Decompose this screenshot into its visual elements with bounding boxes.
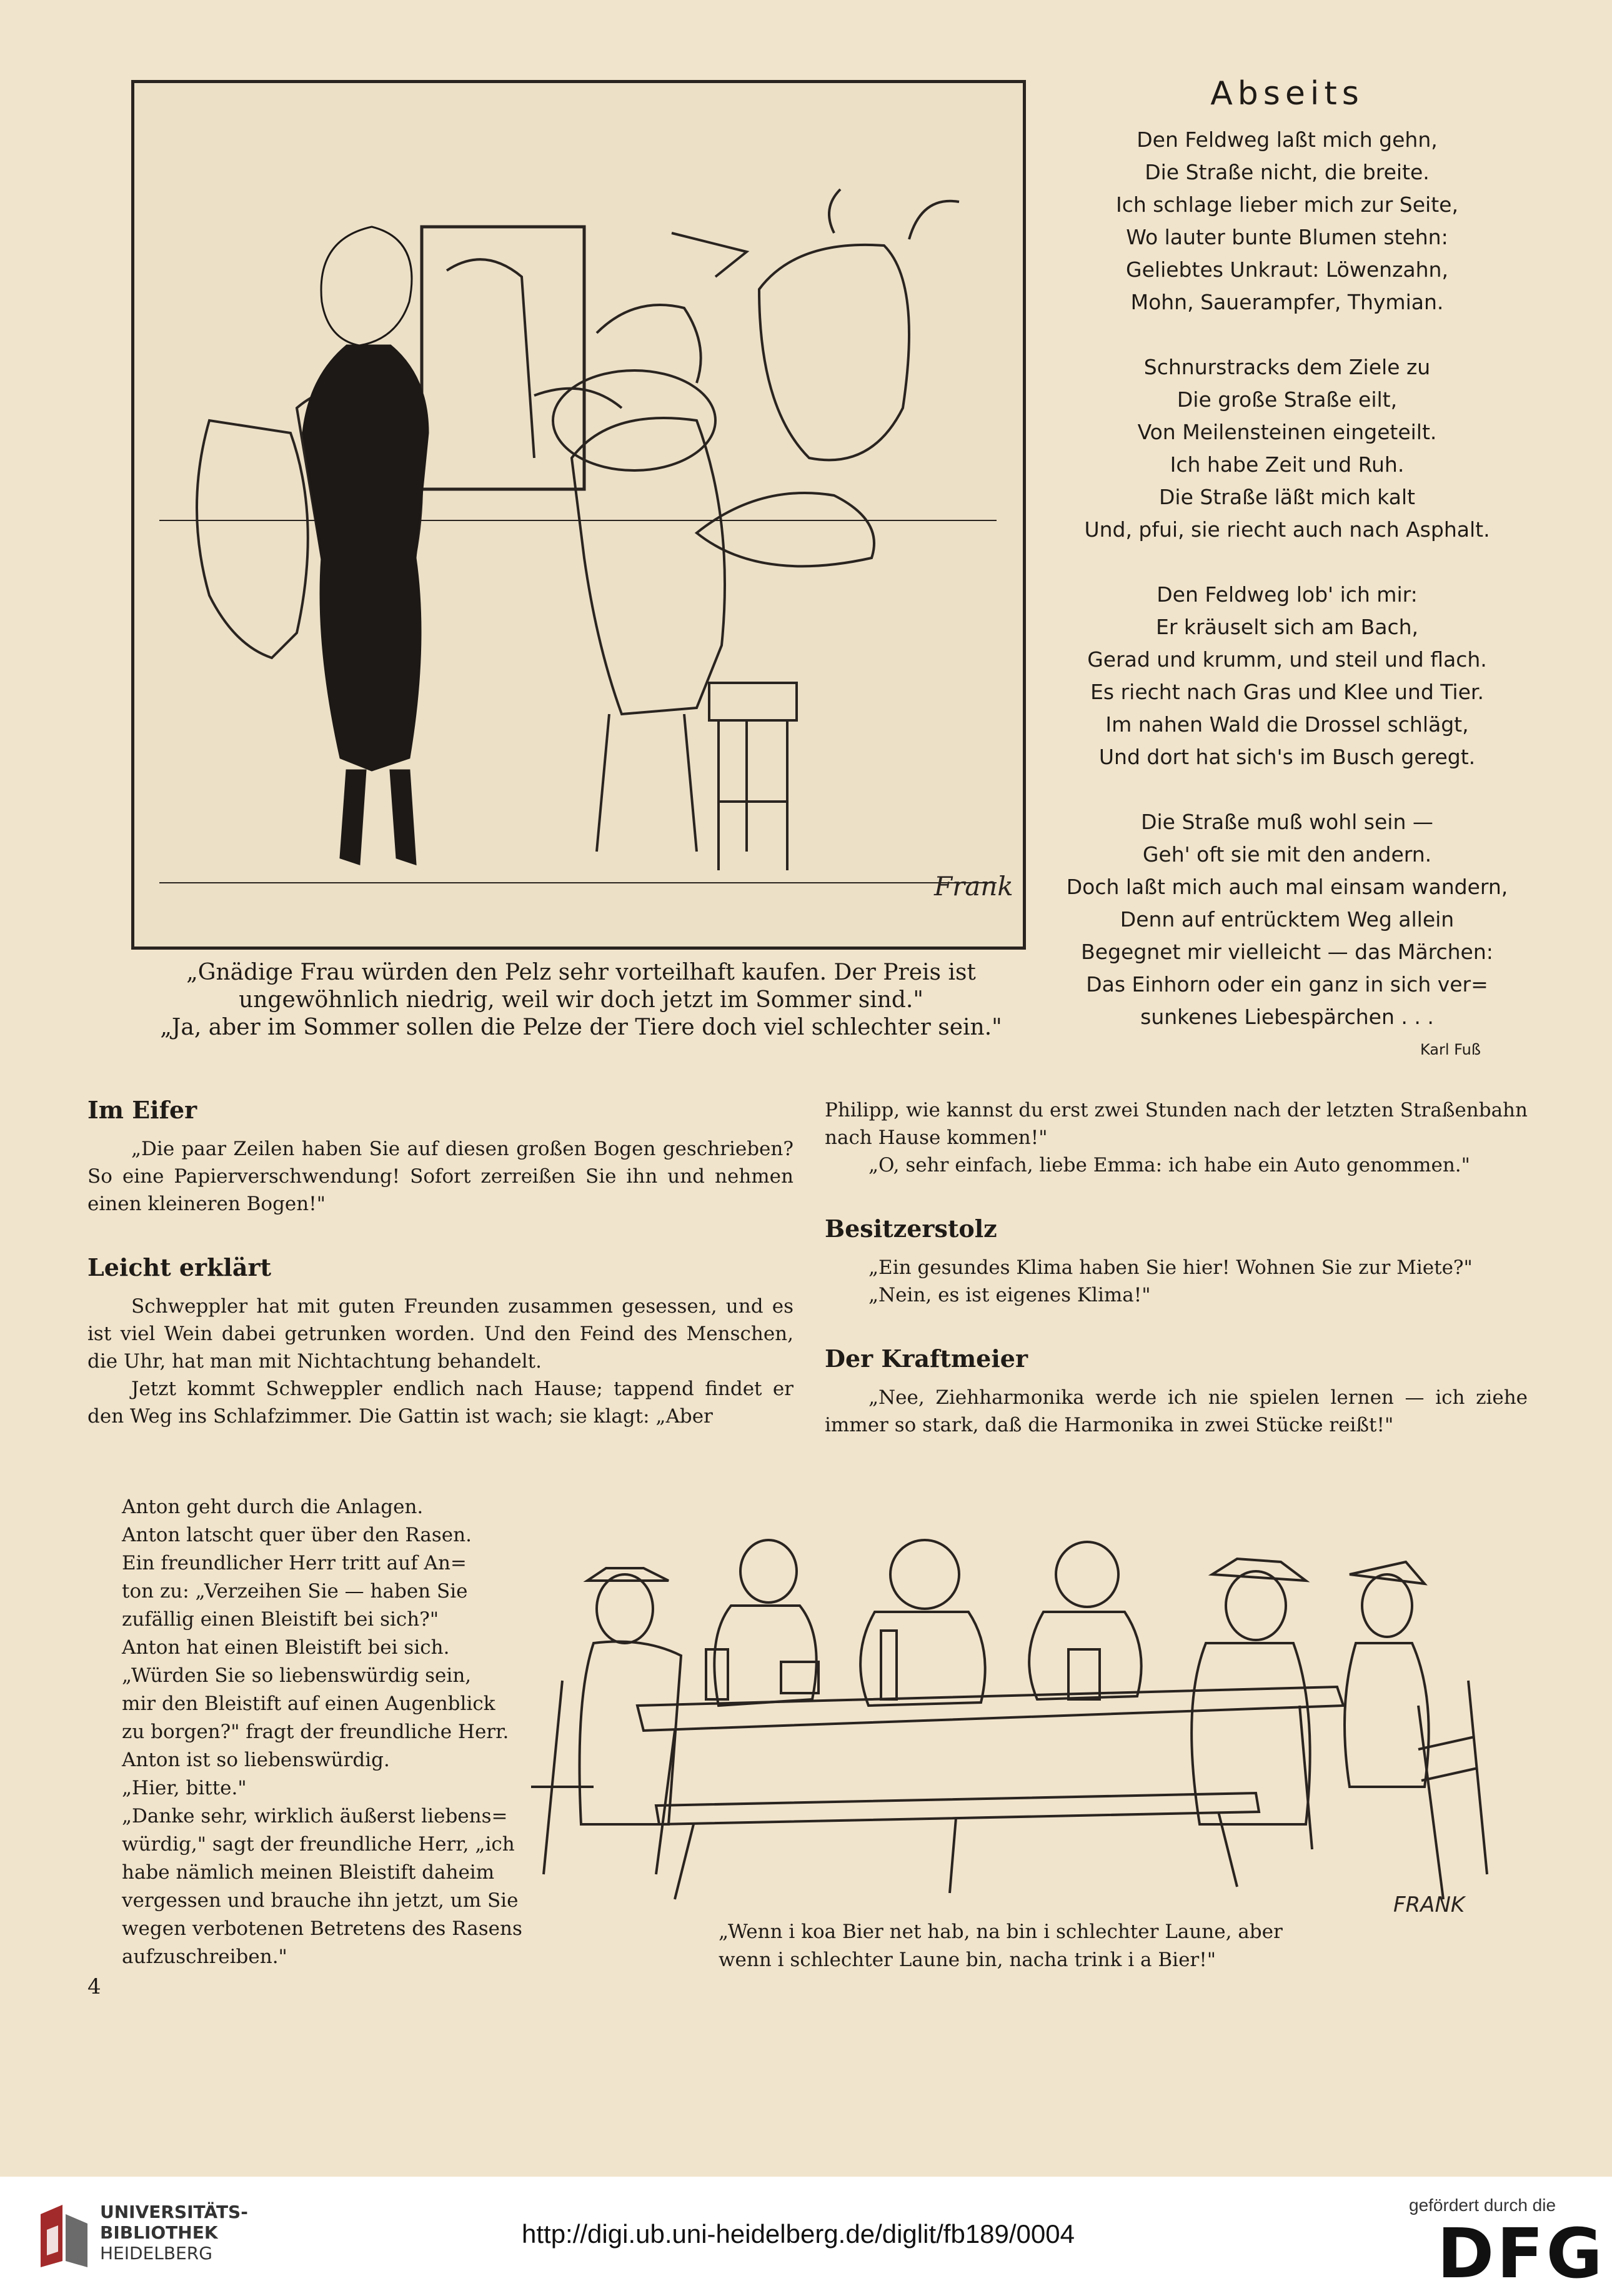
cartoon1-caption [125,959,1037,1041]
digitization-footer [0,2177,1612,2296]
joke-text: Philipp, wie kannst du erst zwei Stunden nach der letzten Straßenbahn nach Hause kommen!" [825,1099,1528,1149]
story-line: vergessen und brauche ihn jetzt, um Sie [122,1889,519,1912]
joke-text: Schweppler hat mit guten Freunden zusammen gesessen, und es ist viel Wein dabei getrunken worden. Und den Feind des Menschen, die Uhr, hat man mit Nichtachtung behandelt. [87,1295,794,1373]
story-line: Anton hat einen Bleistift bei sich. [122,1636,450,1659]
poem-line: Denn auf entrücktem Weg allein [1120,907,1455,932]
joke-leicht-erklaert [87,1254,794,1430]
poem-line: Ich habe Zeit und Ruh. [1170,452,1405,477]
story-line: Anton geht durch die Anlagen. [122,1496,424,1518]
poem-line: Schnurstracks dem Ziele zu [1143,355,1431,379]
university-library-logo-icon [34,2202,94,2270]
poem-author: Karl Fuß [1420,1041,1481,1058]
source-url-link[interactable]: http://digi.ub.uni-heidelberg.de/diglit/fb189/0004 [522,2219,1075,2249]
poem-line: Mohn, Sauerampfer, Thymian. [1130,290,1444,314]
story-line: „Würden Sie so liebenswürdig sein, [122,1664,472,1687]
jokes-left-column [87,1096,794,1466]
joke-text: „Nein, es ist eigenes Klima!" [868,1284,1151,1306]
story-line: aufzuschreiben." [122,1946,287,1968]
poem-stanza [1050,806,1525,1033]
fur-shop-cartoon [131,80,1026,950]
poem-line: Die große Straße eilt, [1177,387,1398,412]
poem-stanza [1050,579,1525,773]
poem-line: Das Einhorn oder ein ganz in sich ver= [1086,972,1488,996]
page-number: 4 [87,1974,101,1999]
cartoon2-signature: FRANK [1393,1892,1465,1917]
story-line: „Danke sehr, wirklich äußerst liebens= [122,1805,508,1827]
poem-line: Den Feldweg lob' ich mir: [1157,582,1418,607]
poem-line: Die Straße muß wohl sein — [1141,810,1433,834]
sponsor-label: gefördert durch die [1409,2195,1556,2215]
story-line: zufällig einen Bleistift bei sich?" [122,1608,439,1631]
cartoon2-caption [719,1918,1375,1974]
poem-line: Und dort hat sich's im Busch geregt. [1098,745,1476,769]
library-line: HEIDELBERG [100,2243,212,2264]
beer-table-cartoon [519,1499,1493,1931]
poem-title: Abseits [1210,75,1364,112]
story-line: zu borgen?" fragt der freundliche Herr. [122,1721,509,1743]
story-line: mir den Bleistift auf einen Augenblick [122,1692,495,1715]
joke-heading: Der Kraftmeier [825,1344,1028,1373]
joke-heading: Leicht erklärt [87,1253,272,1281]
poem-line: Er kräuselt sich am Bach, [1156,615,1418,639]
poem-line: Ich schlage lieber mich zur Seite, [1116,192,1458,217]
joke-heading: Besitzerstolz [825,1215,997,1243]
poem-line: Geh' oft sie mit den andern. [1142,842,1432,867]
caption-line: „Gnädige Frau würden den Pelz sehr vorteilhaft kaufen. Der Preis ist [186,960,976,985]
university-library-name [100,2202,248,2264]
poem-line: Begegnet mir vielleicht — das Märchen: [1081,940,1493,964]
cartoon1-signature: Frank [934,871,1013,902]
joke-kraftmeier [825,1345,1528,1439]
poem-line: sunkenes Liebespärchen . . . [1140,1005,1434,1029]
story-line: Anton latscht quer über den Rasen. [122,1524,472,1546]
poem-line: Von Meilensteinen eingeteilt. [1137,420,1437,444]
caption-line: wenn i schlechter Laune bin, nacha trink i a Bier!" [719,1949,1216,1971]
story-line: habe nämlich meinen Bleistift daheim [122,1861,495,1884]
caption-line: „Ja, aber im Sommer sollen die Pelze der Tiere doch viel schlechter sein." [160,1015,1002,1040]
joke-leicht-erklaert-continued [825,1096,1528,1179]
story-line: „Hier, bitte." [122,1777,247,1799]
joke-text: „O, sehr einfach, liebe Emma: ich habe ein Auto genommen." [868,1154,1470,1176]
poem-line: Geliebtes Unkraut: Löwenzahn, [1126,257,1448,282]
beer-table-illustration [519,1499,1493,1931]
fur-shop-illustration [134,83,1023,947]
poem-line: Und, pfui, sie riecht auch nach Asphalt. [1084,517,1490,542]
caption-line: ungewöhnlich niedrig, weil wir doch jetzt im Sommer sind." [239,987,923,1013]
story-line: Anton ist so liebenswürdig. [122,1749,390,1771]
library-line: UNIVERSITÄTS- [100,2202,248,2222]
joke-besitzerstolz [825,1215,1528,1309]
poem-line: Im nahen Wald die Drossel schlägt, [1105,712,1469,737]
joke-heading: Im Eifer [87,1096,197,1124]
joke-text: „Die paar Zeilen haben Sie auf diesen großen Bogen geschrieben? So eine Papierverschwendung! Sofort zerreißen Sie ihn und nehmen einen kleineren Bogen!" [87,1138,794,1215]
joke-text: „Ein gesundes Klima haben Sie hier! Wohnen Sie zur Miete?" [868,1256,1473,1279]
story-line: ton zu: „Verzeihen Sie — haben Sie [122,1580,468,1603]
anton-story [122,1493,522,1971]
poem-line: Die Straße nicht, die breite. [1145,160,1430,184]
poem-line: Wo lauter bunte Blumen stehn: [1126,225,1448,249]
poem-line: Die Straße läßt mich kalt [1159,485,1415,509]
dfg-logo: DFG [1437,2214,1605,2294]
poem-line: Den Feldweg laßt mich gehn, [1137,127,1438,152]
caption-line: „Wenn i koa Bier net hab, na bin i schlechter Laune, aber [719,1921,1283,1943]
story-line: würdig," sagt der freundliche Herr, „ich [122,1833,515,1856]
poem-abseits [1050,75,1525,1058]
joke-text: „Nee, Ziehharmonika werde ich nie spielen lernen — ich ziehe immer so stark, daß die Harmonika in zwei Stücke reißt!" [825,1386,1528,1436]
story-line: Ein freundlicher Herr tritt auf An= [122,1552,467,1574]
jokes-right-column [825,1096,1528,1475]
joke-text: Jetzt kommt Schweppler endlich nach Hause; tappend findet er den Weg ins Schlafzimmer. Die Gattin ist wach; sie klagt: „Aber [87,1378,794,1428]
poem-stanza [1050,124,1525,319]
joke-im-eifer [87,1096,794,1218]
library-line: BIBLIOTHEK [100,2222,218,2243]
poem-line: Doch laßt mich auch mal einsam wandern, [1066,875,1508,899]
poem-line: Gerad und krumm, und steil und flach. [1087,647,1487,672]
story-line: wegen verbotenen Betretens des Rasens [122,1917,522,1940]
poem-line: Es riecht nach Gras und Klee und Tier. [1090,680,1484,704]
poem-stanza [1050,351,1525,546]
